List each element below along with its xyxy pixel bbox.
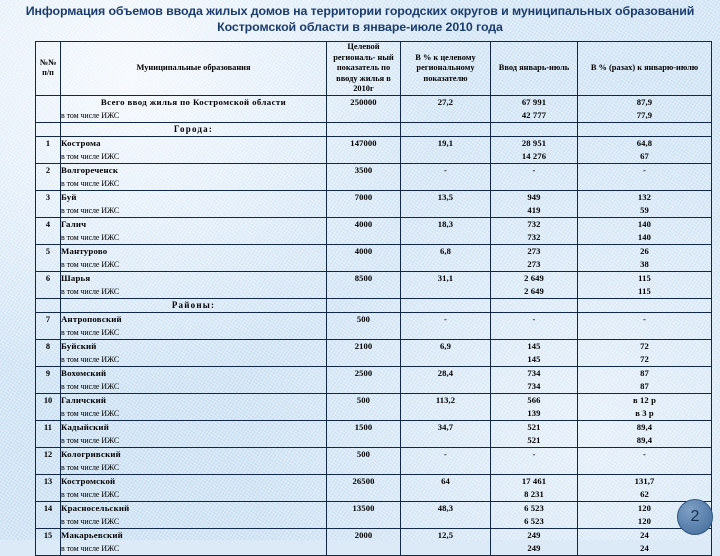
row-percent-vs-prev: в 12 р (578, 393, 712, 407)
row-percent-of-target: 27,2 (401, 95, 491, 109)
header-cell-number: №№ п/п (36, 42, 61, 96)
subrow-percent-vs-prev: 77,9 (578, 109, 712, 123)
row-number: 14 (36, 501, 61, 515)
subrow-input-value: 521 (491, 434, 578, 448)
row-percent-of-target: 31,1 (401, 271, 491, 285)
subrow-percent-vs-prev: 72 (578, 353, 712, 367)
row-target-value: 4000 (327, 244, 401, 258)
row-percent-of-target: 113,2 (401, 393, 491, 407)
subrow-input-value: 14 276 (491, 150, 578, 164)
row-municipality-name: Шарья (61, 271, 327, 285)
subrow-target-value (327, 285, 401, 299)
subrow-input-value: 139 (491, 407, 578, 421)
section-number-cell (36, 122, 61, 136)
table-row (36, 501, 712, 515)
table-subrow (36, 515, 712, 529)
subrow-percent-vs-prev (578, 177, 712, 191)
row-input-value: 17 461 (491, 474, 578, 488)
row-input-value: 521 (491, 420, 578, 434)
subrow-number-spacer (36, 150, 61, 164)
subrow-percent-vs-prev: 140 (578, 231, 712, 245)
table-subrow (36, 488, 712, 502)
row-input-value: 2 649 (491, 271, 578, 285)
row-number: 5 (36, 244, 61, 258)
subrow-percent-of-target (401, 353, 491, 367)
row-number (36, 95, 61, 109)
row-input-value: 732 (491, 217, 578, 231)
page-number-badge (677, 499, 713, 535)
subrow-percent-vs-prev: 62 (578, 488, 712, 502)
table-row (36, 312, 712, 326)
table-row (36, 474, 712, 488)
subrow-label: в том числе ИЖС (61, 258, 327, 272)
row-percent-vs-prev: 120 (578, 501, 712, 515)
table-subrow (36, 407, 712, 421)
subrow-label: в том числе ИЖС (61, 326, 327, 340)
subrow-number-spacer (36, 258, 61, 272)
subrow-label: в том числе ИЖС (61, 285, 327, 299)
subrow-percent-of-target (401, 380, 491, 394)
row-percent-vs-prev: - (578, 312, 712, 326)
row-percent-of-target: - (401, 447, 491, 461)
row-target-value: 2500 (327, 366, 401, 380)
table-row (36, 271, 712, 285)
row-input-value: - (491, 163, 578, 177)
row-percent-vs-prev: 87,9 (578, 95, 712, 109)
row-number: 8 (36, 339, 61, 353)
table-subrow (36, 542, 712, 556)
row-percent-of-target: 18,3 (401, 217, 491, 231)
subrow-label: в том числе ИЖС (61, 177, 327, 191)
row-target-value: 250000 (327, 95, 401, 109)
row-number: 15 (36, 528, 61, 542)
title-line-2: Костромской области в январе-июле 2010 года (217, 20, 503, 34)
row-percent-vs-prev: 24 (578, 528, 712, 542)
table-subrow (36, 150, 712, 164)
row-percent-of-target: 28,4 (401, 366, 491, 380)
title-line-1: Информация объемов ввода жилых домов на территории городских округов и муниципальных образований (25, 4, 695, 18)
row-percent-vs-prev: 64,8 (578, 136, 712, 150)
subrow-percent-vs-prev: 24 (578, 542, 712, 556)
row-municipality-name: Мантурово (61, 244, 327, 258)
row-percent-vs-prev: 115 (578, 271, 712, 285)
subrow-percent-of-target (401, 150, 491, 164)
row-number: 12 (36, 447, 61, 461)
section-pct-prev-cell (578, 298, 712, 312)
row-municipality-name: Костромской (61, 474, 327, 488)
subrow-label: в том числе ИЖС (61, 434, 327, 448)
row-target-value: 8500 (327, 271, 401, 285)
section-number-cell (36, 298, 61, 312)
subrow-percent-of-target (401, 326, 491, 340)
subrow-target-value (327, 353, 401, 367)
row-percent-of-target: 13,5 (401, 190, 491, 204)
header-cell-municipality: Муниципальные образования (61, 42, 327, 96)
table-subrow (36, 353, 712, 367)
row-municipality-name: Макарьевский (61, 528, 327, 542)
subrow-input-value: 2 649 (491, 285, 578, 299)
row-number: 6 (36, 271, 61, 285)
subrow-target-value (327, 109, 401, 123)
table-section-row (36, 122, 712, 136)
subrow-target-value (327, 380, 401, 394)
subrow-percent-of-target (401, 177, 491, 191)
header-cell-target: Целевой региональ- ный показатель по вводу жилья в 2010г (327, 42, 401, 96)
subrow-label: в том числе ИЖС (61, 380, 327, 394)
subrow-target-value (327, 488, 401, 502)
row-percent-of-target: 34,7 (401, 420, 491, 434)
subrow-input-value (491, 461, 578, 475)
subrow-percent-of-target (401, 488, 491, 502)
row-input-value: 734 (491, 366, 578, 380)
row-municipality-name: Красносельский (61, 501, 327, 515)
subrow-input-value: 6 523 (491, 515, 578, 529)
subrow-number-spacer (36, 407, 61, 421)
row-percent-of-target: 64 (401, 474, 491, 488)
row-municipality-name: Антроповский (61, 312, 327, 326)
subrow-input-value (491, 326, 578, 340)
subrow-percent-vs-prev: 87 (578, 380, 712, 394)
subrow-percent-of-target (401, 542, 491, 556)
subrow-input-value: 419 (491, 204, 578, 218)
row-input-value: - (491, 312, 578, 326)
row-number: 11 (36, 420, 61, 434)
page-title (8, 3, 712, 35)
table-row (36, 366, 712, 380)
row-target-value: 26500 (327, 474, 401, 488)
row-target-value: 500 (327, 312, 401, 326)
subrow-percent-of-target (401, 109, 491, 123)
subrow-percent-vs-prev (578, 461, 712, 475)
row-percent-of-target: 48,3 (401, 501, 491, 515)
subrow-input-value: 8 231 (491, 488, 578, 502)
row-percent-of-target: 6,9 (401, 339, 491, 353)
subrow-percent-of-target (401, 204, 491, 218)
header-cell-percent-of-target: В % к целевому региональному показателю (401, 42, 491, 96)
subrow-percent-vs-prev: 89,4 (578, 434, 712, 448)
row-percent-vs-prev: 26 (578, 244, 712, 258)
row-target-value: 2000 (327, 528, 401, 542)
header-cell-percent-vs-prev-year: В % (разах) к январю-июлю (578, 42, 712, 96)
subrow-label: в том числе ИЖС (61, 353, 327, 367)
row-number: 9 (36, 366, 61, 380)
subrow-input-value: 249 (491, 542, 578, 556)
table-subrow (36, 285, 712, 299)
subrow-percent-vs-prev: 59 (578, 204, 712, 218)
section-input-cell (491, 122, 578, 136)
row-number: 2 (36, 163, 61, 177)
table-row (36, 447, 712, 461)
table-subrow (36, 434, 712, 448)
row-number: 3 (36, 190, 61, 204)
subrow-percent-of-target (401, 515, 491, 529)
row-municipality-name: Волгореченск (61, 163, 327, 177)
subrow-number-spacer (36, 353, 61, 367)
subrow-target-value (327, 204, 401, 218)
subrow-label: в том числе ИЖС (61, 515, 327, 529)
row-number: 1 (36, 136, 61, 150)
row-target-value: 147000 (327, 136, 401, 150)
subrow-label: в том числе ИЖС (61, 150, 327, 164)
subrow-input-value: 734 (491, 380, 578, 394)
subrow-percent-vs-prev: 67 (578, 150, 712, 164)
section-pct-target-cell (401, 122, 491, 136)
row-percent-of-target: 12,5 (401, 528, 491, 542)
row-municipality-name: Кострома (61, 136, 327, 150)
row-municipality-name: Кологривский (61, 447, 327, 461)
subrow-number-spacer (36, 488, 61, 502)
table-row (36, 190, 712, 204)
row-percent-vs-prev: 87 (578, 366, 712, 380)
subrow-number-spacer (36, 515, 61, 529)
subrow-input-value: 42 777 (491, 109, 578, 123)
row-municipality-name: Буйский (61, 339, 327, 353)
subrow-target-value (327, 177, 401, 191)
row-input-value: 249 (491, 528, 578, 542)
table-section-row (36, 298, 712, 312)
subrow-number-spacer (36, 177, 61, 191)
row-number: 4 (36, 217, 61, 231)
section-target-cell (327, 122, 401, 136)
section-label: Города: (61, 122, 327, 136)
subrow-target-value (327, 515, 401, 529)
table-subrow (36, 204, 712, 218)
row-percent-vs-prev: - (578, 163, 712, 177)
row-target-value: 4000 (327, 217, 401, 231)
table-row (36, 339, 712, 353)
row-number: 10 (36, 393, 61, 407)
row-target-value: 500 (327, 447, 401, 461)
row-target-value: 500 (327, 393, 401, 407)
subrow-percent-vs-prev: 38 (578, 258, 712, 272)
subrow-number-spacer (36, 285, 61, 299)
subrow-percent-vs-prev: в 3 р (578, 407, 712, 421)
row-input-value: 67 991 (491, 95, 578, 109)
subrow-target-value (327, 150, 401, 164)
table-body (36, 95, 712, 555)
subrow-percent-of-target (401, 258, 491, 272)
row-input-value: 6 523 (491, 501, 578, 515)
row-percent-vs-prev: 89,4 (578, 420, 712, 434)
row-percent-vs-prev: - (578, 447, 712, 461)
table-header-row (36, 42, 712, 96)
subrow-label: в том числе ИЖС (61, 488, 327, 502)
subrow-label: в том числе ИЖС (61, 231, 327, 245)
row-input-value: 145 (491, 339, 578, 353)
table-subrow (36, 380, 712, 394)
row-municipality-name: Кадыйский (61, 420, 327, 434)
subrow-number-spacer (36, 542, 61, 556)
row-municipality-name: Вохомский (61, 366, 327, 380)
subrow-target-value (327, 407, 401, 421)
subrow-number-spacer (36, 461, 61, 475)
subrow-label: в том числе ИЖС (61, 407, 327, 421)
subrow-number-spacer (36, 204, 61, 218)
subrow-target-value (327, 326, 401, 340)
table-row (36, 95, 712, 109)
row-percent-of-target: - (401, 312, 491, 326)
section-pct-prev-cell (578, 122, 712, 136)
table-subrow (36, 461, 712, 475)
row-input-value: 566 (491, 393, 578, 407)
subrow-label: в том числе ИЖС (61, 542, 327, 556)
subrow-number-spacer (36, 380, 61, 394)
table-subrow (36, 258, 712, 272)
row-input-value: 949 (491, 190, 578, 204)
table-subrow (36, 109, 712, 123)
subrow-target-value (327, 461, 401, 475)
subrow-input-value (491, 177, 578, 191)
table-row (36, 393, 712, 407)
section-input-cell (491, 298, 578, 312)
table-subrow (36, 231, 712, 245)
row-percent-of-target: 6,8 (401, 244, 491, 258)
subrow-label: в том числе ИЖС (61, 204, 327, 218)
subrow-target-value (327, 542, 401, 556)
subrow-number-spacer (36, 434, 61, 448)
subrow-percent-of-target (401, 461, 491, 475)
row-percent-of-target: 19,1 (401, 136, 491, 150)
subrow-label: в том числе ИЖС (61, 461, 327, 475)
subrow-input-value: 273 (491, 258, 578, 272)
row-percent-vs-prev: 131,7 (578, 474, 712, 488)
row-number: 7 (36, 312, 61, 326)
table-row (36, 217, 712, 231)
row-municipality-name: Галич (61, 217, 327, 231)
row-target-value: 3500 (327, 163, 401, 177)
row-percent-vs-prev: 140 (578, 217, 712, 231)
subrow-target-value (327, 258, 401, 272)
subrow-label: в том числе ИЖС (61, 109, 327, 123)
table-subrow (36, 326, 712, 340)
row-percent-vs-prev: 72 (578, 339, 712, 353)
header-cell-input-jan-jul: Ввод январь-июль (491, 42, 578, 96)
subrow-number-spacer (36, 109, 61, 123)
subrow-input-value: 145 (491, 353, 578, 367)
row-input-value: 273 (491, 244, 578, 258)
table-row (36, 420, 712, 434)
row-number: 13 (36, 474, 61, 488)
row-percent-vs-prev: 132 (578, 190, 712, 204)
subrow-input-value: 732 (491, 231, 578, 245)
row-percent-of-target: - (401, 163, 491, 177)
row-target-value: 13500 (327, 501, 401, 515)
subrow-target-value (327, 231, 401, 245)
row-input-value: - (491, 447, 578, 461)
subrow-percent-of-target (401, 231, 491, 245)
subrow-percent-of-target (401, 434, 491, 448)
page-number-label: 2 (690, 508, 700, 525)
table-row (36, 244, 712, 258)
section-label: Районы: (61, 298, 327, 312)
row-municipality-name: Буй (61, 190, 327, 204)
table-row (36, 136, 712, 150)
housing-report-table (35, 41, 712, 556)
subrow-number-spacer (36, 231, 61, 245)
row-municipality-name: Галичский (61, 393, 327, 407)
table-subrow (36, 177, 712, 191)
subrow-percent-vs-prev: 115 (578, 285, 712, 299)
row-target-value: 1500 (327, 420, 401, 434)
row-municipality-name: Всего ввод жилья по Костромской области (61, 95, 327, 109)
row-input-value: 28 951 (491, 136, 578, 150)
section-target-cell (327, 298, 401, 312)
table-row (36, 163, 712, 177)
subrow-target-value (327, 434, 401, 448)
subrow-percent-of-target (401, 285, 491, 299)
subrow-percent-vs-prev: 120 (578, 515, 712, 529)
row-target-value: 2100 (327, 339, 401, 353)
subrow-number-spacer (36, 326, 61, 340)
section-pct-target-cell (401, 298, 491, 312)
row-target-value: 7000 (327, 190, 401, 204)
subrow-percent-vs-prev (578, 326, 712, 340)
subrow-percent-of-target (401, 407, 491, 421)
